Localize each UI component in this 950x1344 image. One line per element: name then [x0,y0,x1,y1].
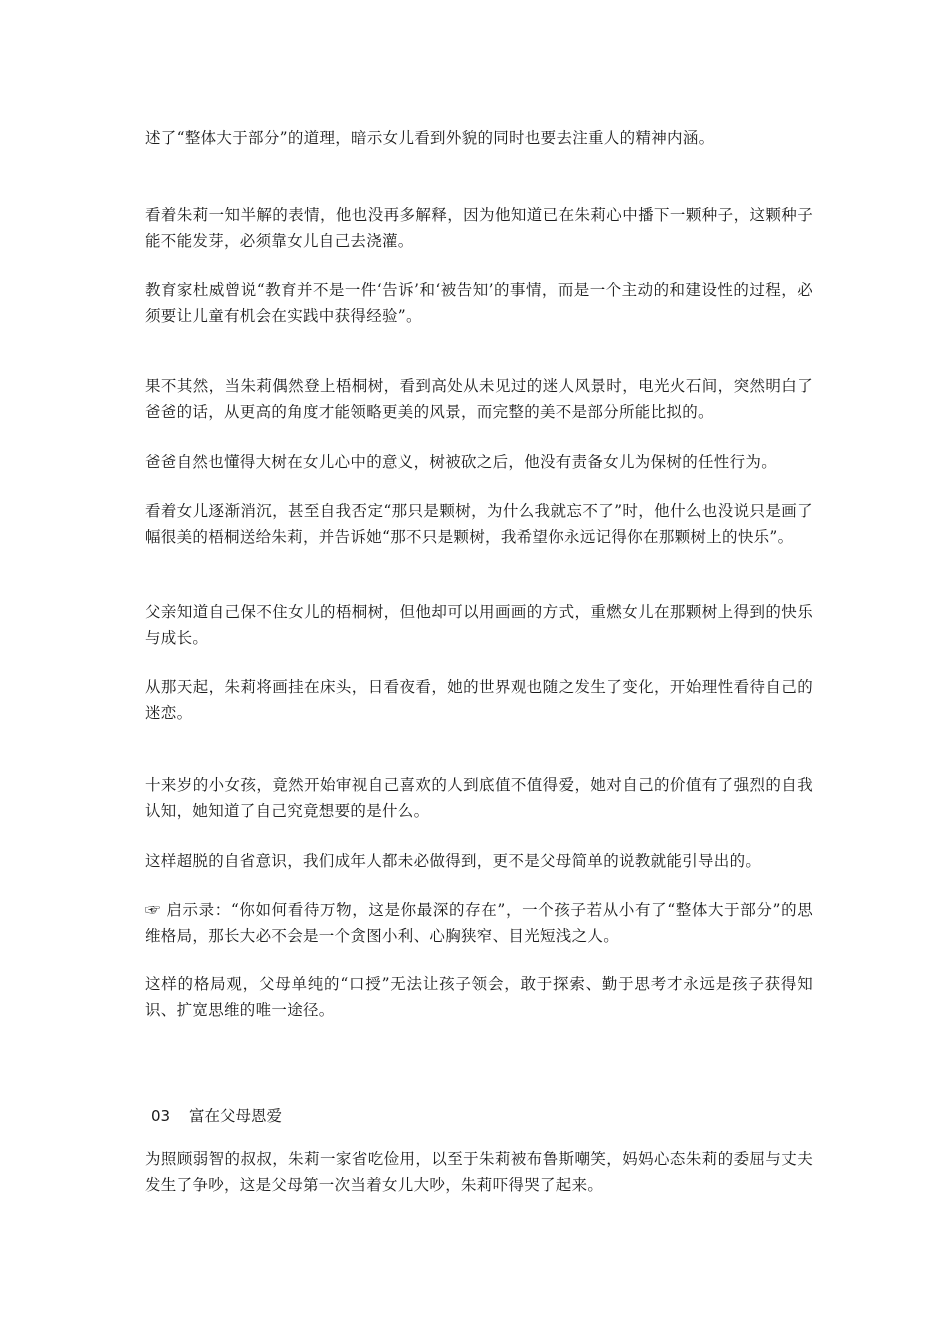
paragraph-5: 爸爸自然也懂得大树在女儿心中的意义，树被砍之后，他没有责备女儿为保树的任性行为。 [145,453,778,471]
paragraph-4: 果不其然，当朱莉偶然登上梧桐树，看到高处从未见过的迷人风景时，电光火石间，突然明白了爸爸的话，从更高的角度才能领略更美的风景，而完整的美不是部分所能比拟的。 [145,377,813,421]
paragraph-9: 十来岁的小女孩，竟然开始审视自己喜欢的人到底值不值得爱，她对自己的价值有了强烈的自我认知，她知道了自己究竟想要的是什么。 [145,776,813,820]
paragraph-7: 父亲知道自己保不住女儿的梧桐树，但他却可以用画画的方式，重燃女儿在那颗树上得到的快乐与成长。 [145,603,813,647]
paragraph-11: ☞ 启示录：“你如何看待万物，这是你最深的存在”，一个孩子若从小有了“整体大于部分”的思维格局，那长大必不会是一个贪图小利、心胸狭窄、目光短浅之人。 [145,901,813,945]
document-page [145,0,813,1344]
section-number: 03 [151,1107,171,1125]
paragraph-8: 从那天起，朱莉将画挂在床头，日看夜看，她的世界观也随之发生了变化，开始理性看待自己的迷恋。 [145,678,813,722]
paragraph-2: 看着朱莉一知半解的表情，他也没再多解释，因为他知道已在朱莉心中播下一颗种子，这颗种子能不能发芽，必须靠女儿自己去浇灌。 [145,206,813,250]
paragraph-6: 看着女儿逐渐消沉，甚至自我否定“那只是颗树，为什么我就忘不了”时，他什么也没说只是画了幅很美的梧桐送给朱莉，并告诉她“那不只是颗树，我希望你永远记得你在那颗树上的快乐”。 [145,502,813,546]
paragraph-final: 为照顾弱智的叔叔，朱莉一家省吃俭用，以至于朱莉被布鲁斯嘲笑，妈妈心态朱莉的委屈与丈夫发生了争吵，这是父母第一次当着女儿大吵，朱莉吓得哭了起来。 [145,1150,813,1194]
paragraph-12: 这样的格局观，父母单纯的“口授”无法让孩子领会，敢于探索、勤于思考才永远是孩子获得知识、扩宽思维的唯一途径。 [145,975,813,1019]
paragraph-10: 这样超脱的自省意识，我们成年人都未必做得到，更不是父母简单的说教就能引导出的。 [145,852,762,870]
paragraph-1: 述了“整体大于部分”的道理，暗示女儿看到外貌的同时也要去注重人的精神内涵。 [145,129,715,147]
section-title: 富在父母恩爱 [189,1107,283,1125]
paragraph-3: 教育家杜威曾说“教育并不是一件‘告诉’和‘被告知’的事情，而是一个主动的和建设性的过程，必须要让儿童有机会在实践中获得经验”。 [145,281,813,325]
section-heading [145,1103,813,1129]
